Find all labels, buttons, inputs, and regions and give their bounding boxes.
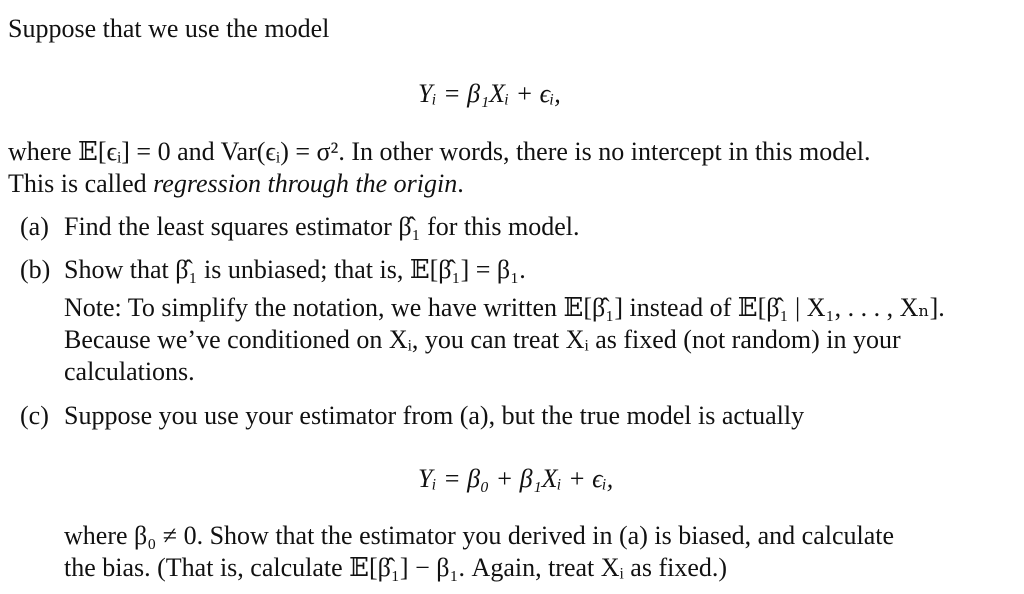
equation-true-model: Yᵢ = β₀ + β₁Xᵢ + ϵᵢ, <box>418 464 614 493</box>
item-b-text: Show that β̂₁ is unbiased; that is, 𝔼[β̂₁] = β₁. <box>64 255 526 284</box>
model-assumptions-text: where 𝔼[ϵᵢ] = 0 and Var(ϵᵢ) = σ². In other words, there is no intercept in this model. <box>8 137 871 166</box>
item-c-text: Suppose you use your estimator from (a), but the true model is actually <box>64 401 805 430</box>
regression-origin-sentence <box>8 169 464 199</box>
regression-origin-suffix: . <box>457 169 464 198</box>
item-b-note-line-3: calculations. <box>64 357 195 386</box>
item-c-after-line-2: the bias. (That is, calculate 𝔼[β̂₁] − β₁. Again, treat Xᵢ as fixed.) <box>64 553 728 582</box>
equation-model: Yᵢ = β₁Xᵢ + ϵᵢ, <box>418 79 561 108</box>
item-c-after-line-1: where β₀ ≠ 0. Show that the estimator you derived in (a) is biased, and calculate <box>64 521 895 550</box>
item-b-note-line-2: Because we’ve conditioned on Xᵢ, you can treat Xᵢ as fixed (not random) in your <box>64 325 901 354</box>
regression-origin-prefix: This is called <box>8 169 154 198</box>
item-b-label: (b) <box>20 255 51 284</box>
regression-origin-term: regression through the origin <box>153 169 458 198</box>
item-b-note-line-1: Note: To simplify the notation, we have written 𝔼[β̂₁] instead of 𝔼[β̂₁ | X₁, . . . , Xₙ]. <box>64 293 945 322</box>
intro-text: Suppose that we use the model <box>8 14 330 43</box>
item-a-label: (a) <box>20 212 49 241</box>
item-a-text: Find the least squares estimator β̂₁ for this model. <box>64 212 580 241</box>
item-c-label: (c) <box>20 401 49 430</box>
